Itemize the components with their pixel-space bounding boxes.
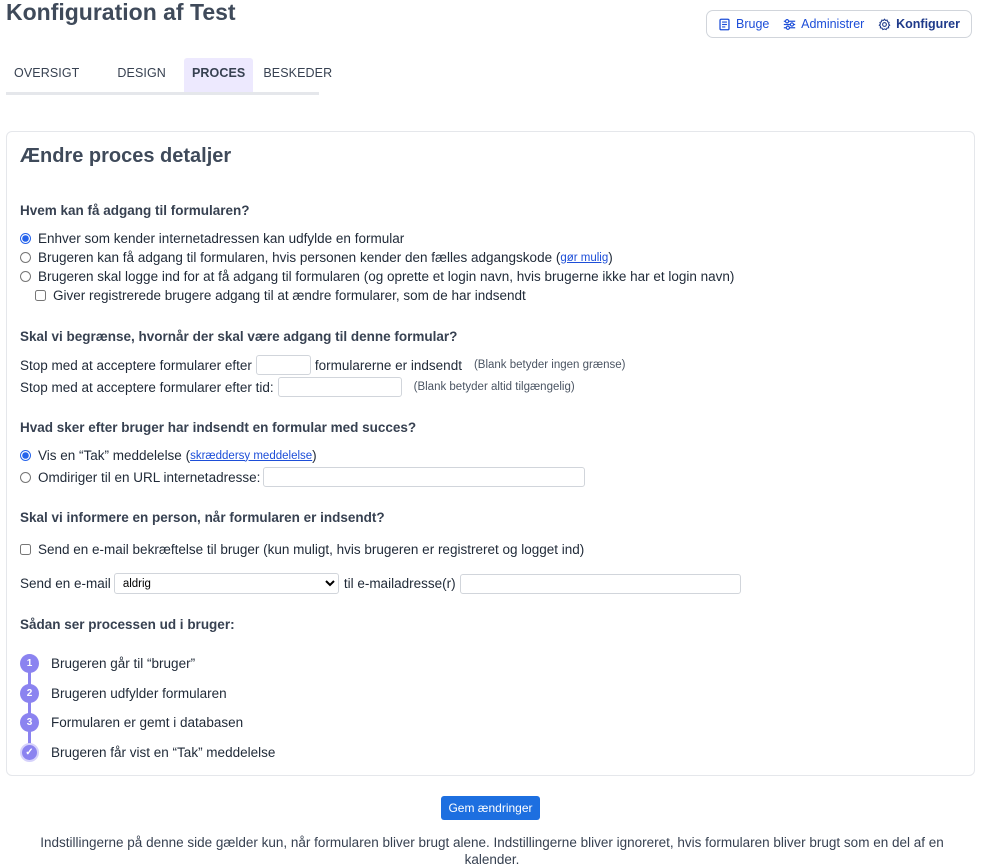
send-email-prefix: Send en e-mail bbox=[20, 576, 111, 591]
after-option-redirect-label: Omdiriger til en URL internetadresse: bbox=[38, 469, 261, 485]
limit-count-prefix: Stop med at acceptere formularer efter bbox=[20, 357, 252, 373]
access-option-anyone[interactable] bbox=[20, 231, 404, 246]
after-question: Hvad sker efter bruger har indsendt en formular med succes? bbox=[20, 420, 417, 435]
mode-administrer[interactable] bbox=[783, 17, 864, 31]
send-frequency-select[interactable] bbox=[114, 573, 339, 594]
mode-bruge-label: Bruge bbox=[736, 17, 770, 31]
process-panel bbox=[6, 131, 975, 776]
tab-bar bbox=[6, 58, 333, 95]
limit-time-row bbox=[20, 377, 575, 397]
sliders-icon bbox=[783, 18, 796, 31]
after-radio-redirect[interactable] bbox=[20, 472, 31, 483]
panel-title: Ændre proces detaljer bbox=[20, 145, 232, 167]
mode-bruge[interactable] bbox=[718, 17, 769, 31]
after-option-redirect[interactable] bbox=[20, 467, 585, 487]
after-option-thanks[interactable] bbox=[20, 448, 317, 463]
send-email-suffix: til e-mailadresse(r) bbox=[343, 576, 456, 591]
limit-count-suffix: formularerne er indsendt bbox=[314, 357, 462, 373]
check-icon: ✓ bbox=[20, 743, 39, 762]
mode-switcher bbox=[706, 10, 972, 38]
tab-design[interactable]: DESIGN bbox=[117, 66, 166, 80]
allow-edit-option[interactable] bbox=[35, 288, 526, 303]
process-step bbox=[20, 649, 275, 679]
process-step bbox=[20, 708, 275, 738]
limit-time-input[interactable] bbox=[278, 377, 402, 397]
form-icon bbox=[718, 18, 731, 31]
access-option-password[interactable] bbox=[20, 250, 613, 265]
process-step bbox=[20, 679, 275, 709]
redirect-url-input[interactable] bbox=[263, 467, 585, 487]
mode-konfigurer-label: Konfigurer bbox=[896, 17, 960, 31]
access-option-password-close: ) bbox=[608, 250, 613, 265]
access-question: Hvem kan få adgang til formularen? bbox=[20, 203, 250, 218]
mode-konfigurer[interactable] bbox=[878, 17, 960, 31]
footer-note: Indstillingerne på denne side gælder kun, når formularen bliver brugt alene. Indstillingerne bliver ignoreret, hvis formularen bliver brugt som en del af en kalender. bbox=[40, 835, 944, 867]
limit-time-hint: (Blank betyder altid tilgængelig) bbox=[413, 381, 575, 393]
tab-beskeder[interactable]: BESKEDER bbox=[263, 66, 333, 80]
process-step bbox=[20, 738, 275, 768]
save-button[interactable]: Gem ændringer bbox=[441, 796, 540, 820]
notify-question: Skal vi informere en person, når formularen er indsendt? bbox=[20, 510, 385, 525]
customize-message-link[interactable]: skræddersy meddelelse bbox=[190, 449, 313, 462]
process-steps bbox=[20, 649, 275, 767]
gear-icon bbox=[878, 18, 891, 31]
mode-administrer-label: Administrer bbox=[801, 17, 865, 31]
limit-count-hint: (Blank betyder ingen grænse) bbox=[473, 359, 626, 371]
access-option-anyone-label: Enhver som kender internetadressen kan udfylde en formular bbox=[38, 231, 405, 246]
access-radio-password[interactable] bbox=[20, 252, 31, 263]
page-title: Konfiguration af Test bbox=[6, 0, 236, 25]
access-option-login-label: Brugeren skal logge ind for at få adgang til formularen (og oprette et login navn, hvis brugerne ikke har et login navn) bbox=[38, 269, 735, 284]
limit-time-prefix: Stop med at acceptere formularer efter tid: bbox=[20, 379, 274, 395]
allow-edit-checkbox[interactable] bbox=[35, 290, 46, 301]
confirm-email-option[interactable] bbox=[20, 542, 584, 557]
access-option-login[interactable] bbox=[20, 269, 734, 284]
limit-question: Skal vi begrænse, hvornår der skal være adgang til denne formular? bbox=[20, 329, 458, 344]
limit-count-input[interactable] bbox=[256, 355, 311, 375]
tab-proces[interactable]: PROCES bbox=[184, 58, 253, 92]
access-radio-login[interactable] bbox=[20, 271, 31, 282]
step-label: Brugeren får vist en “Tak” meddelelse bbox=[51, 744, 276, 760]
limit-count-row bbox=[20, 355, 625, 375]
confirm-email-label: Send en e-mail bekræftelse til bruger (kun muligt, hvis brugeren er registreret og logget ind) bbox=[38, 542, 585, 557]
step-number: 2 bbox=[20, 684, 39, 703]
step-number: 1 bbox=[20, 654, 39, 673]
send-email-row bbox=[20, 573, 741, 594]
email-address-input[interactable] bbox=[460, 574, 741, 594]
allow-edit-label: Giver registrerede brugere adgang til at ændre formularer, som de har indsendt bbox=[53, 288, 526, 303]
after-option-thanks-label: Vis en “Tak” meddelelse ( bbox=[38, 448, 191, 463]
step-number: 3 bbox=[20, 713, 39, 732]
after-option-thanks-close: ) bbox=[312, 448, 317, 463]
access-option-password-label: Brugeren kan få adgang til formularen, hvis personen kender den fælles adgangskode ( bbox=[38, 250, 561, 265]
step-label: Brugeren går til “bruger” bbox=[51, 656, 196, 672]
access-radio-anyone[interactable] bbox=[20, 233, 31, 244]
tab-oversigt[interactable]: OVERSIGT bbox=[14, 66, 80, 80]
step-label: Brugeren udfylder formularen bbox=[51, 685, 227, 701]
enable-password-link[interactable]: gør mulig bbox=[560, 251, 609, 264]
after-radio-thanks[interactable] bbox=[20, 450, 31, 461]
process-question: Sådan ser processen ud i bruger: bbox=[20, 617, 235, 632]
confirm-email-checkbox[interactable] bbox=[20, 544, 31, 555]
step-label: Formularen er gemt i databasen bbox=[51, 715, 244, 731]
